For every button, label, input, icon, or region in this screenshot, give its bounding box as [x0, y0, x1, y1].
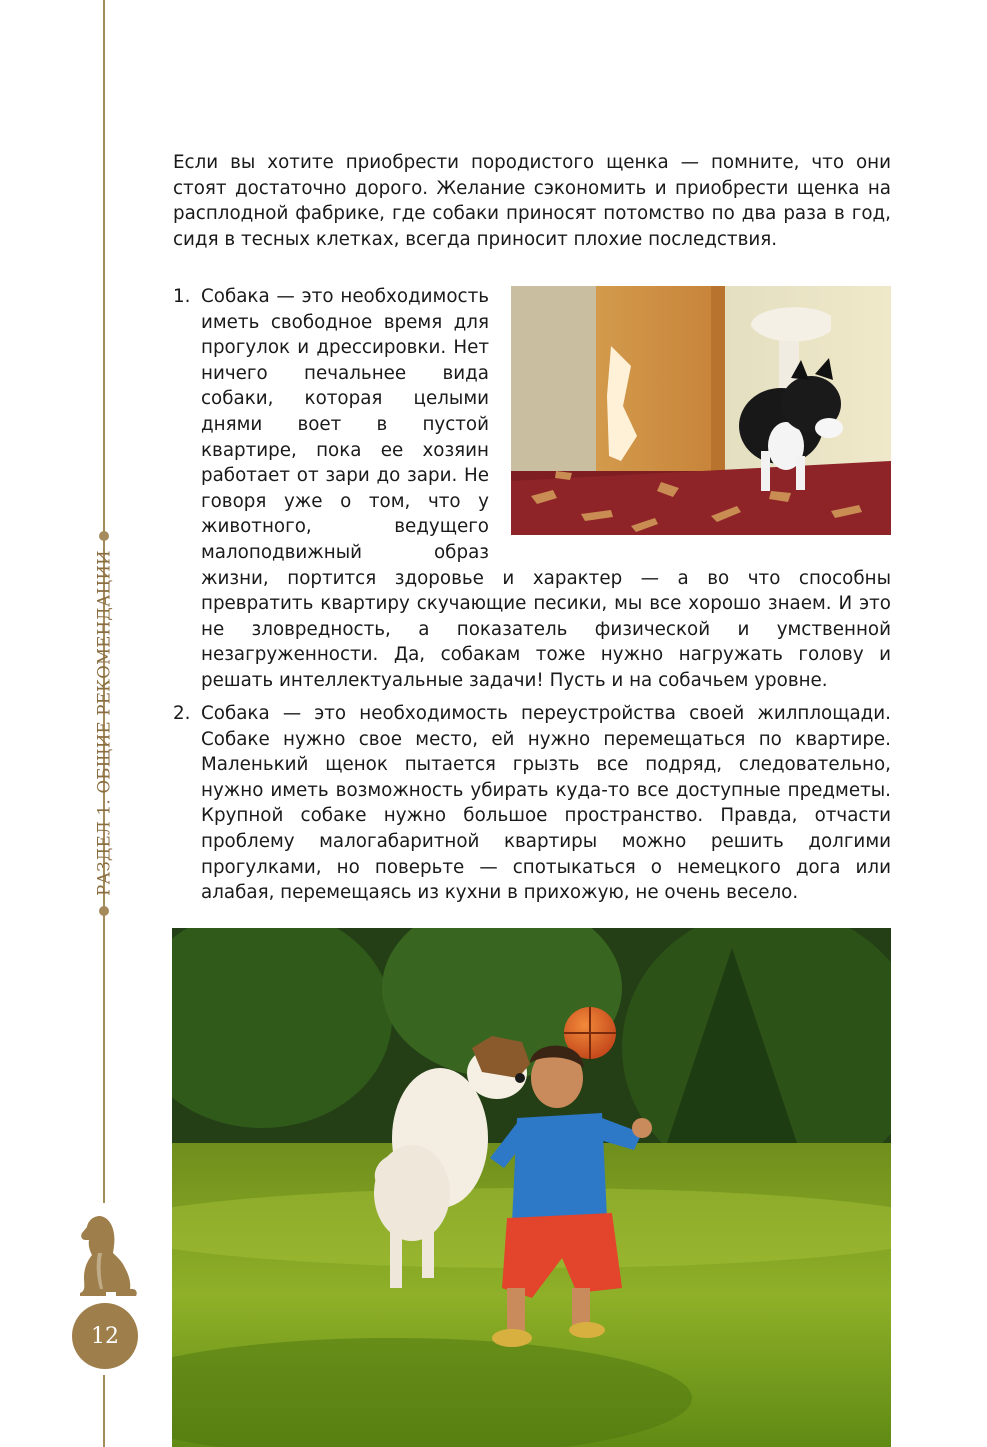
sitting-dog-icon [76, 1213, 140, 1297]
list-number: 1. [173, 286, 191, 307]
sidebar-rule [103, 0, 105, 533]
sidebar-rule [103, 1375, 105, 1447]
section-title: РАЗДЕЛ 1. ОБЩИЕ РЕКОМЕНДАЦИИ [94, 550, 114, 896]
sidebar-rule [103, 913, 105, 1203]
photo-dog-chewed-door [511, 286, 891, 535]
list-item-text: Собака — это необходимость иметь свободное время для прогулок и дрессировки. Нет ничего печальнее вида собаки, которая целыми днями воет в пустой квартире, пока ее хозяин работает от зари до зари. Не говоря уже о том, что у животного, ведущего малоподвижный образ жизни, портится здоровье и характер — а во что способны превратить квартиру скучающие песики, мы все хорошо знаем. И это не зловредность, а показатель физической и умственной незагруженности. Да, собакам тоже нужно нагружать голову и решать интеллектуальные задачи! Пусть и на собачьем уровне. [201, 286, 891, 691]
list-item-1 [201, 284, 891, 694]
list-item-2: Собака — это необходимость переустройства своей жилплощади. Собаке нужно свое место, ей нужно перемещаться по квартире. Маленький щенок пытается грызть все подряд, следовательно, нужно иметь возможность убирать куда-то все доступные предметы. Крупной собаке нужно большое пространство. Правда, отчасти проблему малогабаритной квартиры можно решить долгими прогулками, но поверьте — спотыкаться о немецкого дога или алабая, перемещаясь из кухни в прихожую, не очень весело. [201, 703, 891, 904]
list-number: 2. [173, 703, 191, 724]
page-number: 12 [72, 1303, 138, 1369]
photo-boy-playing-with-dog [172, 928, 891, 1447]
intro-paragraph: Если вы хотите приобрести породистого щенка — помните, что они стоят достаточно дорого. Желание сэкономить и приобрести щенка на расплодной фабрике, где собаки приносят потомство по два раза в год, сидя в тесных клетках, всегда приносит плохие последствия. [173, 152, 891, 250]
